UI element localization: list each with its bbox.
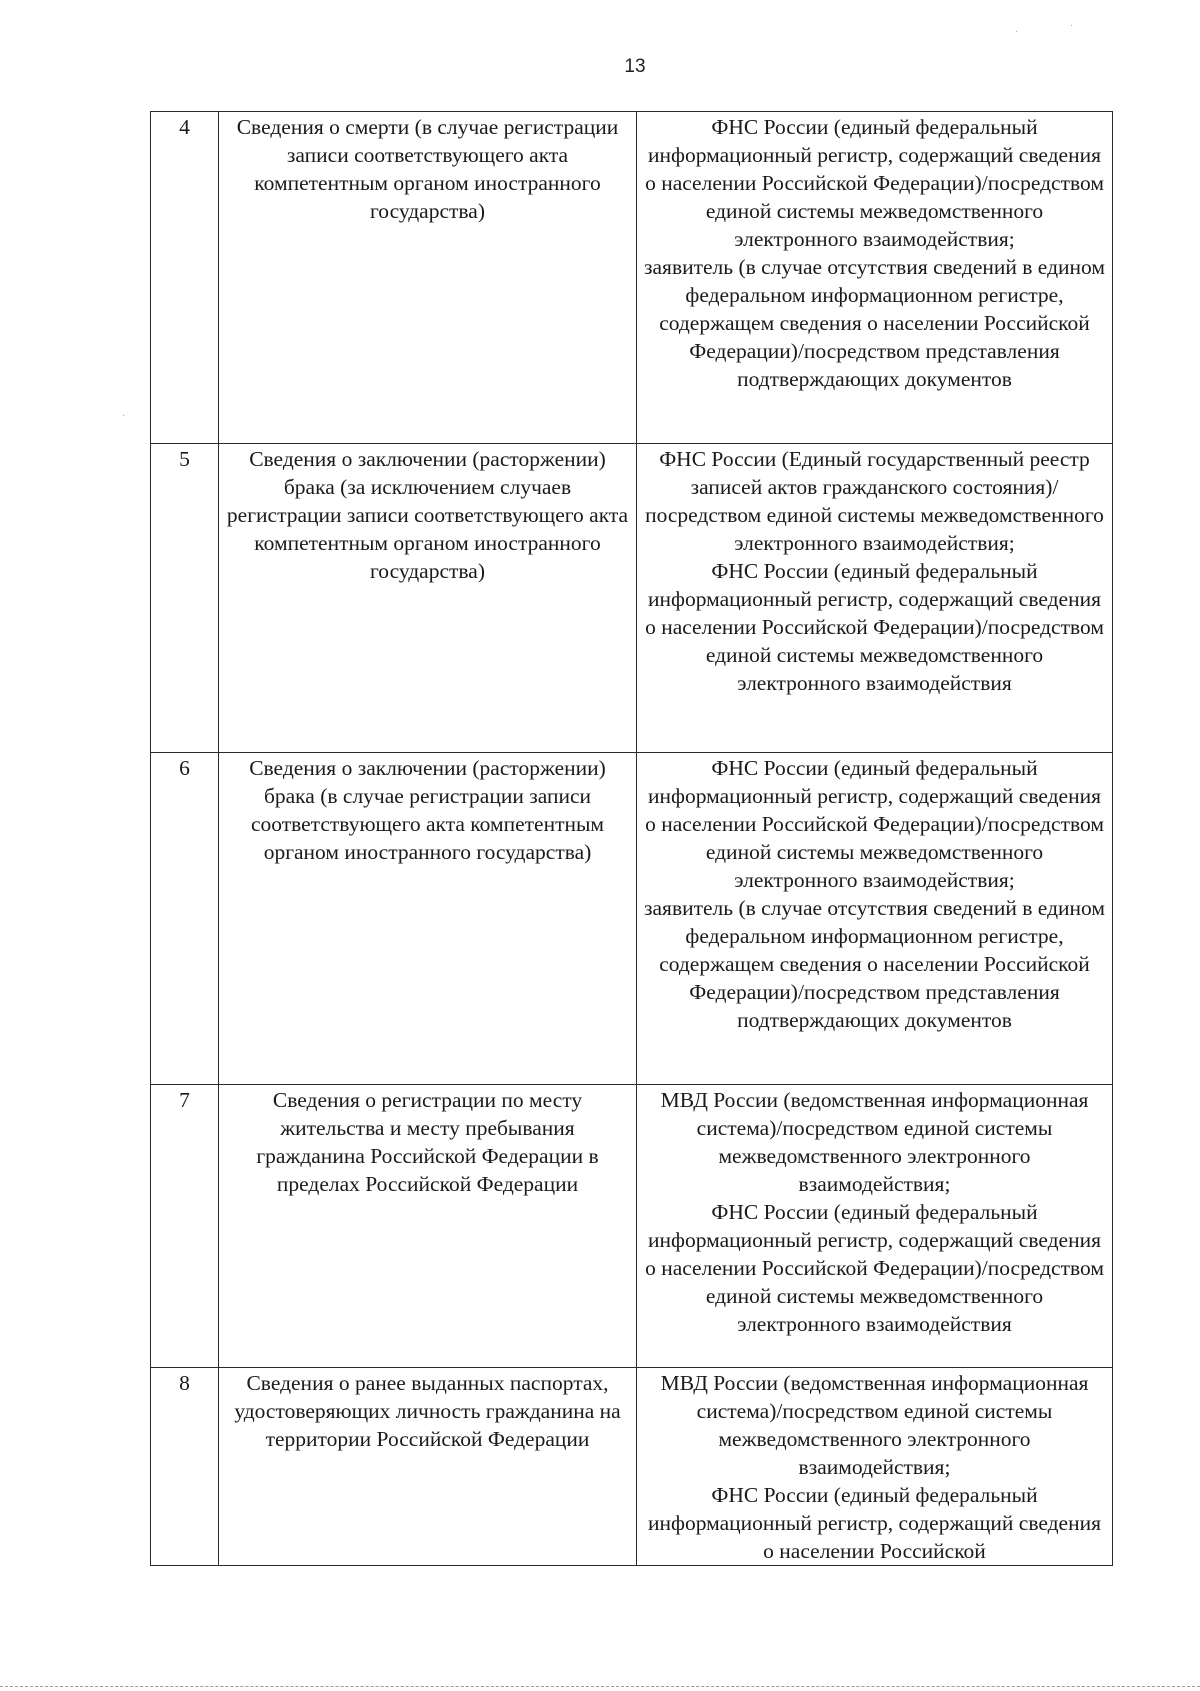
page-number: 13 [624,56,646,77]
row-number: 6 [151,753,219,1085]
scan-speck: · [1070,21,1074,32]
table-row [151,753,1113,1085]
table-row [151,1368,1113,1566]
row-number: 4 [151,112,219,444]
row-description: Сведения о смерти (в случае регистрации записи соответствующего акта компетентным органом иностранного государства) [219,112,637,444]
row-description: Сведения о заключении (расторжении) брака (в случае регистрации записи соответствующего акта компетентным органом иностранного государства) [219,753,637,1085]
row-source: ФНС России (единый федеральный информационный регистр, содержащий сведения о населении Российской Федерации)/посредством единой системы межведомственного электронного взаимодействия; заявитель (в случае отсутствия сведений в едином федеральном информационном регистре, содержащем сведения о населении Российской Федерации)/посредством представления подтверждающих документов [637,112,1113,444]
row-source: ФНС России (Единый государственный реестр записей актов гражданского состояния)/посредством единой системы межведомственного электронного взаимодействия; ФНС России (единый федеральный информационный регистр, содержащий сведения о населении Российской Федерации)/посредством единой системы межведомственного электронного взаимодействия [637,444,1113,753]
scan-edge-line [0,1686,1200,1687]
table-row [151,444,1113,753]
row-source: МВД России (ведомственная информационная система)/посредством единой системы межведомственного электронного взаимодействия; ФНС России (единый федеральный информационный регистр, содержащий сведения о населении Российской [637,1368,1113,1566]
row-description: Сведения о ранее выданных паспортах, удостоверяющих личность гражданина на территории Российской Федерации [219,1368,637,1566]
row-number: 5 [151,444,219,753]
row-description: Сведения о заключении (расторжении) брака (за исключением случаев регистрации записи соответствующего акта компетентным органом иностранного государства) [219,444,637,753]
row-source: МВД России (ведомственная информационная система)/посредством единой системы межведомственного электронного взаимодействия; ФНС России (единый федеральный информационный регистр, содержащий сведения о населении Российской Федерации)/посредством единой системы межведомственного электронного взаимодействия [637,1085,1113,1368]
row-source: ФНС России (единый федеральный информационный регистр, содержащий сведения о населении Российской Федерации)/посредством единой системы межведомственного электронного взаимодействия; заявитель (в случае отсутствия сведений в едином федеральном информационном регистре, содержащем сведения о населении Российской Федерации)/посредством представления подтверждающих документов [637,753,1113,1085]
scan-speck: · [122,411,126,422]
row-number: 7 [151,1085,219,1368]
table-row [151,1085,1113,1368]
services-table [150,111,1113,1566]
row-number: 8 [151,1368,219,1566]
scan-speck: · [1015,27,1019,38]
table-row [151,112,1113,444]
row-description: Сведения о регистрации по месту жительства и месту пребывания гражданина Российской Федерации в пределах Российской Федерации [219,1085,637,1368]
